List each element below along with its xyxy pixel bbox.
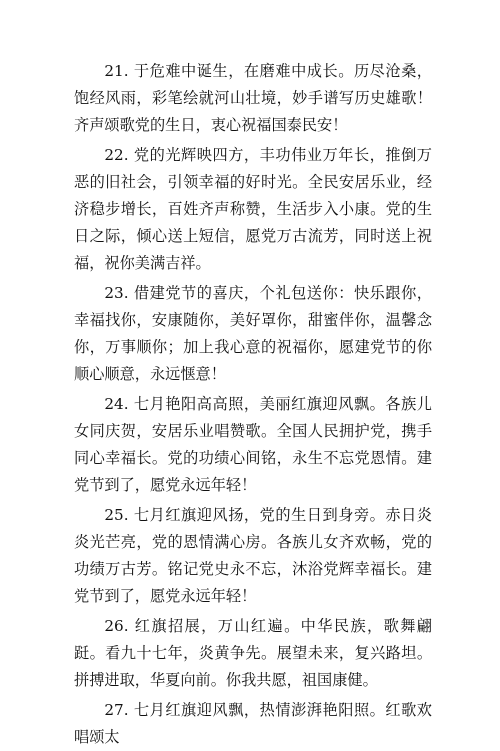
paragraph-24: 24. 七月艳阳高高照，美丽红旗迎风飘。各族儿女同庆贺，安居乐业唱赞歌。全国人民拥护党，携手同心幸福长。党的功绩心间铭，永生不忘党恩情。建党节到了，愿党永远年轻！ xyxy=(74,395,432,494)
paragraph-27: 27. 七月红旗迎风飘，热情澎湃艳阳照。红歌欢唱颂太 xyxy=(74,701,432,746)
paragraph-23: 23. 借建党节的喜庆，个礼包送你：快乐跟你，幸福找你，安康随你，美好罩你，甜蜜伴你，温馨念你，万事顺你；加上我心意的祝福你，愿建党节的你顺心顺意，永远惬意！ xyxy=(74,284,432,383)
paragraph-25: 25. 七月红旗迎风扬，党的生日到身旁。赤日炎炎光芒亮，党的恩情满心房。各族儿女齐欢畅，党的功绩万古芳。铭记党史永不忘，沐浴党辉幸福长。建党节到了，愿党永远年轻！ xyxy=(74,506,432,605)
document-body xyxy=(74,58,432,751)
paragraph-22: 22. 党的光辉映四方，丰功伟业万年长，推倒万恶的旧社会，引领幸福的好时光。全民安居乐业，经济稳步增长，百姓齐声称赞，生活步入小康。党的生日之际，倾心送上短信，愿党万古流芳，同时送上祝福，祝你美满吉祥。 xyxy=(74,146,432,272)
paragraph-26: 26. 红旗招展，万山红遍。中华民族，歌舞翩跹。看九十七年，炎黄争先。展望未来，复兴路坦。拼搏进取，华夏向前。你我共愿，祖国康健。 xyxy=(74,617,432,689)
paragraph-21: 21. 于危难中诞生，在磨难中成长。历尽沧桑，饱经风雨，彩笔绘就河山壮境，妙手谱写历史雄歌！齐声颂歌党的生日，衷心祝福国泰民安！ xyxy=(74,62,432,134)
